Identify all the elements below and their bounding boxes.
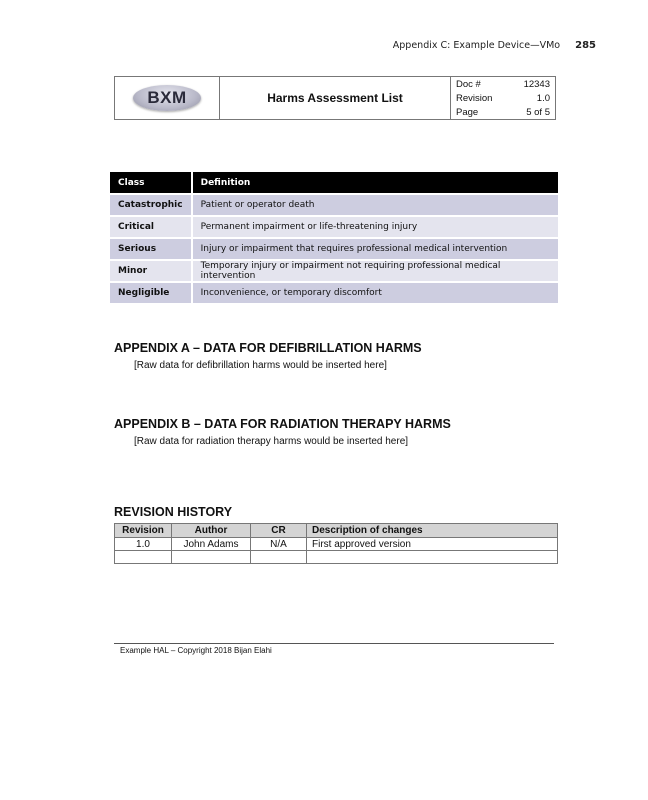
meta-value: 12343 xyxy=(523,79,550,90)
logo-cell xyxy=(115,77,220,119)
meta-row-revision xyxy=(456,92,550,106)
description-cell: First approved version xyxy=(307,538,558,551)
meta-value: 1.0 xyxy=(536,93,550,104)
class-definition: Permanent impairment or life-threatening injury xyxy=(192,216,558,238)
revision-history-heading: REVISION HISTORY xyxy=(114,505,233,519)
class-definition: Inconvenience, or temporary discomfort xyxy=(192,282,558,303)
class-name: Minor xyxy=(110,260,192,282)
class-definition: Injury or impairment that requires professional medical intervention xyxy=(192,238,558,260)
revision-history-table xyxy=(114,523,558,564)
revision-cell: 1.0 xyxy=(115,538,172,551)
column-header-cr: CR xyxy=(251,524,307,538)
revision-cell xyxy=(115,551,172,564)
meta-row-page xyxy=(456,106,550,120)
cr-cell xyxy=(251,551,307,564)
harm-class-table xyxy=(110,172,558,303)
document-meta xyxy=(451,77,555,119)
table-row xyxy=(110,216,558,238)
table-row xyxy=(115,538,558,551)
cr-cell: N/A xyxy=(251,538,307,551)
bxm-logo: BXM xyxy=(133,85,201,111)
class-name: Catastrophic xyxy=(110,194,192,216)
document-header xyxy=(114,76,556,120)
class-definition: Temporary injury or impairment not requiring professional medical intervention xyxy=(192,260,558,282)
meta-value: 5 of 5 xyxy=(526,107,550,118)
meta-row-doc xyxy=(456,78,550,92)
column-header-revision: Revision xyxy=(115,524,172,538)
table-row xyxy=(110,238,558,260)
column-header-description: Description of changes xyxy=(307,524,558,538)
document-title: Harms Assessment List xyxy=(220,77,451,119)
table-row xyxy=(110,282,558,303)
appendix-a-heading: APPENDIX A – DATA FOR DEFIBRILLATION HARMS xyxy=(114,341,422,355)
author-cell: John Adams xyxy=(172,538,251,551)
running-head xyxy=(393,40,596,51)
class-name: Negligible xyxy=(110,282,192,303)
table-row xyxy=(110,194,558,216)
table-header-row xyxy=(115,524,558,538)
footer-copyright: Example HAL – Copyright 2018 Bijan Elahi xyxy=(120,646,272,655)
description-cell xyxy=(307,551,558,564)
running-head-title: Appendix C: Example Device—VMo xyxy=(392,40,561,51)
table-row xyxy=(115,551,558,564)
appendix-b-heading: APPENDIX B – DATA FOR RADIATION THERAPY HARMS xyxy=(114,417,451,431)
appendix-b-text: [Raw data for radiation therapy harms would be inserted here] xyxy=(134,436,409,447)
meta-label: Page xyxy=(456,107,479,118)
appendix-a-text: [Raw data for defibrillation harms would be inserted here] xyxy=(134,360,387,371)
meta-label: Revision xyxy=(456,93,493,104)
class-name: Critical xyxy=(110,216,192,238)
column-header-author: Author xyxy=(172,524,251,538)
class-definition: Patient or operator death xyxy=(192,194,558,216)
table-row xyxy=(110,260,558,282)
column-header-class: Class xyxy=(110,172,192,194)
author-cell xyxy=(172,551,251,564)
page-number: 285 xyxy=(575,40,596,51)
column-header-definition: Definition xyxy=(192,172,558,194)
meta-label: Doc # xyxy=(456,79,481,90)
footer-divider xyxy=(114,643,554,644)
table-header-row xyxy=(110,172,558,194)
class-name: Serious xyxy=(110,238,192,260)
